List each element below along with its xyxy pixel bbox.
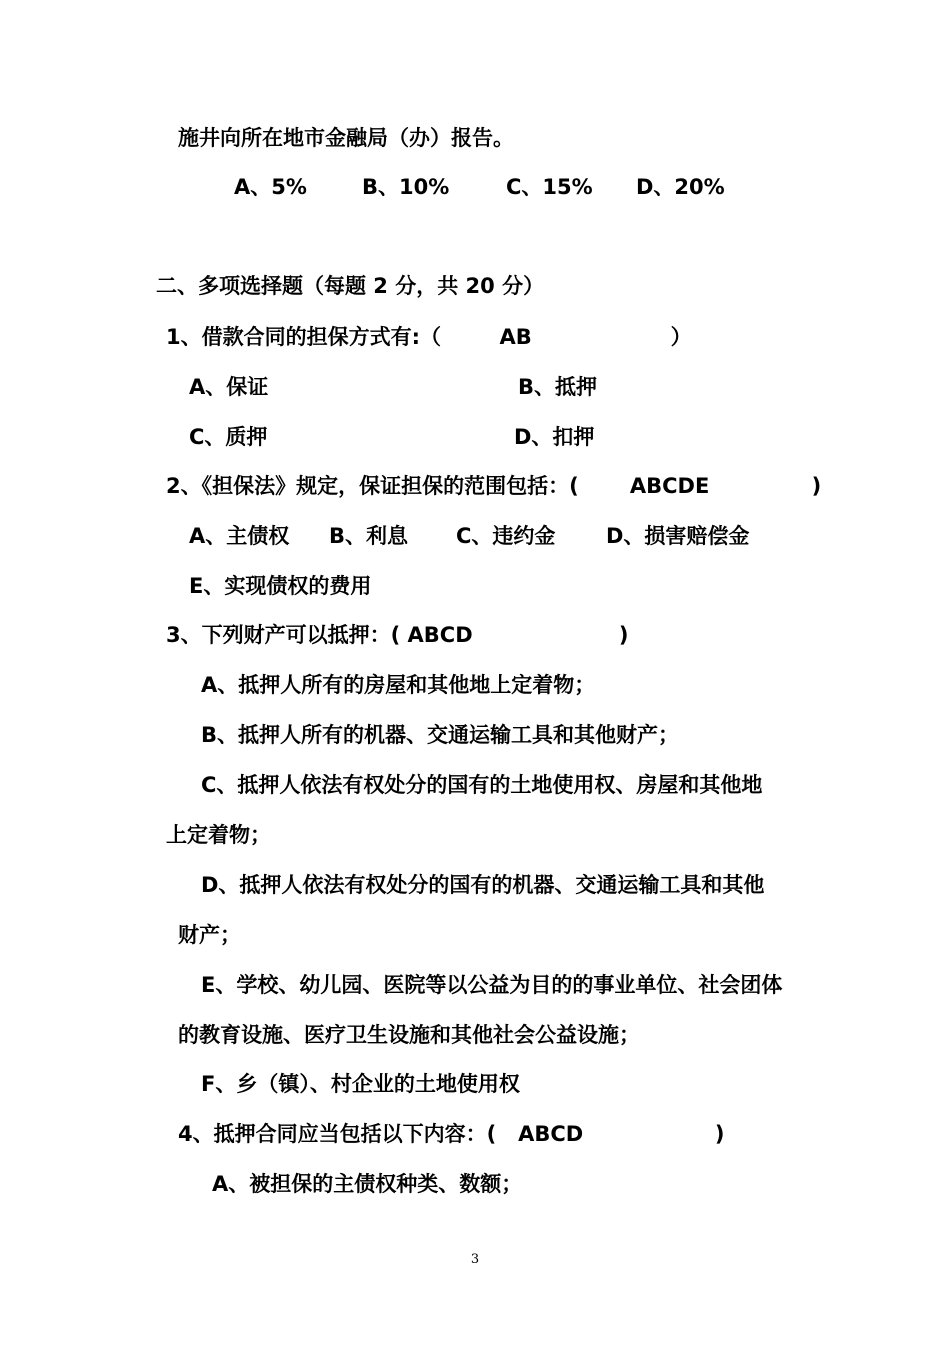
q3-option-c-cont: 上定着物；	[166, 823, 271, 847]
q3-option-c: C、抵押人依法有权处分的国有的土地使用权、房屋和其他地	[201, 773, 763, 797]
q3-option-e: E、学校、幼儿园、医院等以公益为目的的事业单位、社会团体	[201, 973, 783, 997]
q3-option-d: D、抵押人依法有权处分的国有的机器、交通运输工具和其他	[201, 873, 765, 897]
q3-option-f: F、乡（镇）、村企业的土地使用权	[201, 1072, 520, 1096]
q2-option-c: C、违约金	[456, 524, 556, 548]
page-number: 3	[470, 1252, 480, 1267]
text-line: 施井向所在地市金融局（办）报告。	[178, 126, 514, 150]
q3-option-a: A、抵押人所有的房屋和其他地上定着物；	[201, 673, 596, 697]
q2-option-a: A、主债权	[189, 524, 290, 548]
q3-option-d-cont: 财产；	[178, 923, 241, 947]
q3-option-e-cont: 的教育设施、医疗卫生设施和其他社会公益设施；	[178, 1023, 640, 1047]
q1-option-d: D、扣押	[514, 425, 595, 449]
q1-option-c: C、质押	[189, 425, 268, 449]
option-a: A、5%	[234, 175, 307, 199]
q2-option-d: D、损害赔偿金	[606, 524, 750, 548]
q3-option-b: B、抵押人所有的机器、交通运输工具和其他财产；	[201, 723, 680, 747]
q1-option-b: B、抵押	[518, 375, 598, 399]
question-4: 4、抵押合同应当包括以下内容：( ABCD )	[178, 1122, 725, 1146]
option-b: B、10%	[362, 175, 450, 199]
question-1: 1、借款合同的担保方式有:（ AB ）	[166, 325, 692, 349]
q2-option-e: E、实现债权的费用	[189, 574, 372, 598]
section-heading: 二、多项选择题（每题 2 分，共 20 分）	[156, 274, 545, 298]
q2-option-b: B、利息	[329, 524, 409, 548]
question-2: 2、《担保法》规定，保证担保的范围包括：( ABCDE )	[166, 474, 822, 498]
q1-option-a: A、保证	[189, 375, 269, 399]
option-d: D、20%	[636, 175, 725, 199]
question-3: 3、下列财产可以抵押：( ABCD )	[166, 623, 629, 647]
q4-option-a: A、被担保的主债权种类、数额；	[212, 1172, 523, 1196]
option-c: C、15%	[506, 175, 593, 199]
